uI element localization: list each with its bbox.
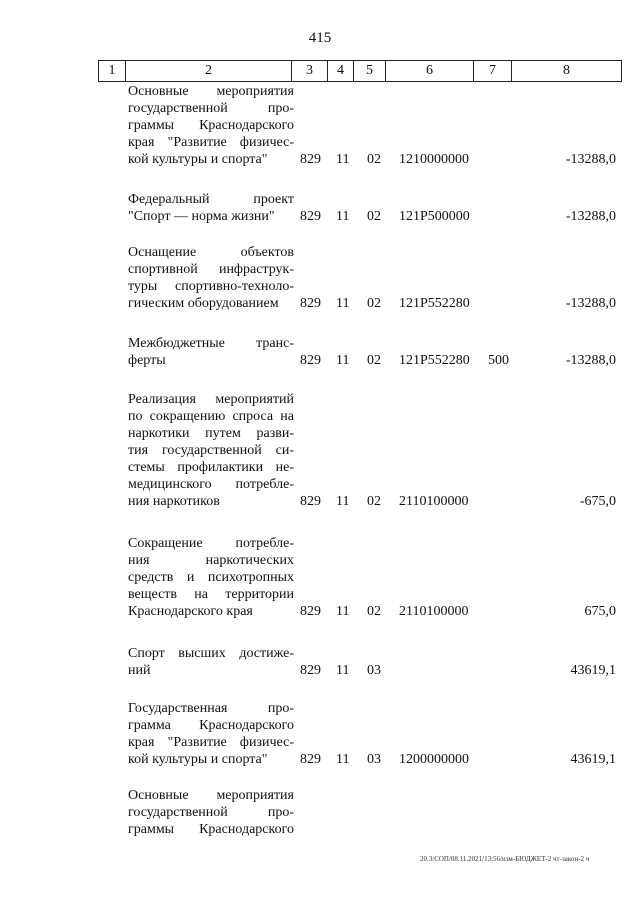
cell-subsection: 02 (367, 604, 381, 619)
row-description (128, 787, 294, 838)
description-line: ферты (128, 353, 166, 368)
description-line: спортивной инфраструк- (128, 262, 294, 277)
cell-ved-code: 829 (300, 209, 321, 224)
description-line: ния наркотиков (128, 494, 220, 509)
cell-amount: -13288,0 (565, 353, 616, 368)
cell-subsection: 03 (367, 752, 381, 767)
row-description (128, 700, 294, 768)
description-line: Сокращение потребле- (128, 536, 294, 551)
description-line: стемы профилактики не- (128, 460, 294, 475)
cell-section: 11 (336, 209, 350, 224)
cell-target-article: 121P552280 (399, 353, 470, 368)
cell-target-article: 1200000000 (399, 752, 469, 767)
description-line: по сокращению спроса на (128, 409, 294, 424)
column-header-1: 1 (99, 61, 126, 82)
cell-ved-code: 829 (300, 353, 321, 368)
row-description (128, 244, 294, 312)
cell-amount: -675,0 (579, 494, 616, 509)
description-line: граммы Краснодарского (128, 118, 294, 133)
row-description (128, 83, 294, 168)
description-line: государственной про- (128, 805, 294, 820)
description-line: граммы Краснодарского (128, 822, 294, 837)
row-description (128, 535, 294, 620)
cell-amount: -13288,0 (565, 296, 616, 311)
column-header-3: 3 (292, 61, 328, 82)
description-line: Краснодарского края (128, 604, 253, 619)
cell-subsection: 02 (367, 296, 381, 311)
cell-amount: 675,0 (584, 604, 616, 619)
cell-section: 11 (336, 296, 350, 311)
cell-target-article: 2110100000 (399, 494, 469, 509)
column-header-4: 4 (328, 61, 354, 82)
column-header-8: 8 (512, 61, 622, 82)
description-line: Спорт высших достиже- (128, 646, 294, 661)
cell-section: 11 (336, 494, 350, 509)
column-header-row (98, 60, 622, 82)
cell-amount: -13288,0 (565, 152, 616, 167)
description-line: средств и психотропных (128, 570, 294, 585)
cell-amount: 43619,1 (570, 752, 616, 767)
cell-amount: 43619,1 (570, 663, 616, 678)
description-line: Основные мероприятия (128, 788, 294, 803)
cell-target-article: 1210000000 (399, 152, 469, 167)
cell-section: 11 (336, 752, 350, 767)
cell-expense-type: 500 (488, 353, 509, 368)
cell-subsection: 02 (367, 494, 381, 509)
description-line: туры спортивно-техноло- (128, 279, 294, 294)
description-line: наркотики путем разви- (128, 426, 294, 441)
cell-target-article: 121P500000 (399, 209, 470, 224)
page-number: 415 (308, 30, 332, 46)
cell-subsection: 03 (367, 663, 381, 678)
description-line: ния наркотических (128, 553, 294, 568)
cell-amount: -13288,0 (565, 209, 616, 224)
description-line: Государственная про- (128, 701, 294, 716)
column-header-7: 7 (474, 61, 512, 82)
description-line: Межбюджетные транс- (128, 336, 294, 351)
description-line: тия государственной си- (128, 443, 294, 458)
cell-subsection: 02 (367, 209, 381, 224)
cell-target-article: 2110100000 (399, 604, 469, 619)
description-line: гическим оборудованием (128, 296, 279, 311)
column-header-2: 2 (126, 61, 292, 82)
cell-section: 11 (336, 152, 350, 167)
cell-ved-code: 829 (300, 752, 321, 767)
description-line: кой культуры и спорта" (128, 752, 268, 767)
cell-ved-code: 829 (300, 494, 321, 509)
description-line: веществ на территории (128, 587, 294, 602)
description-line: ний (128, 663, 151, 678)
cell-subsection: 02 (367, 152, 381, 167)
row-description (128, 335, 294, 369)
row-description (128, 645, 294, 679)
cell-ved-code: 829 (300, 663, 321, 678)
description-line: "Спорт — норма жизни" (128, 209, 275, 224)
document-footer-code: 20.3/СОП/08.11.2021/13:56/изм-БЮДЖЕТ-2 чт-закон-2 ч (420, 855, 590, 863)
description-line: кой культуры и спорта" (128, 152, 268, 167)
cell-section: 11 (336, 663, 350, 678)
row-description (128, 391, 294, 510)
description-line: Основные мероприятия (128, 84, 294, 99)
description-line: края "Развитие физичес- (128, 735, 294, 750)
cell-ved-code: 829 (300, 296, 321, 311)
description-line: грамма Краснодарского (128, 718, 294, 733)
cell-section: 11 (336, 604, 350, 619)
cell-ved-code: 829 (300, 604, 321, 619)
column-header-5: 5 (354, 61, 386, 82)
description-line: края "Развитие физичес- (128, 135, 294, 150)
cell-section: 11 (336, 353, 350, 368)
cell-ved-code: 829 (300, 152, 321, 167)
description-line: государственной про- (128, 101, 294, 116)
description-line: медицинского потребле- (128, 477, 294, 492)
row-description (128, 191, 294, 225)
description-line: Реализация мероприятий (128, 392, 294, 407)
column-header-6: 6 (386, 61, 474, 82)
cell-subsection: 02 (367, 353, 381, 368)
description-line: Оснащение объектов (128, 245, 294, 260)
cell-target-article: 121P552280 (399, 296, 470, 311)
description-line: Федеральный проект (128, 192, 294, 207)
